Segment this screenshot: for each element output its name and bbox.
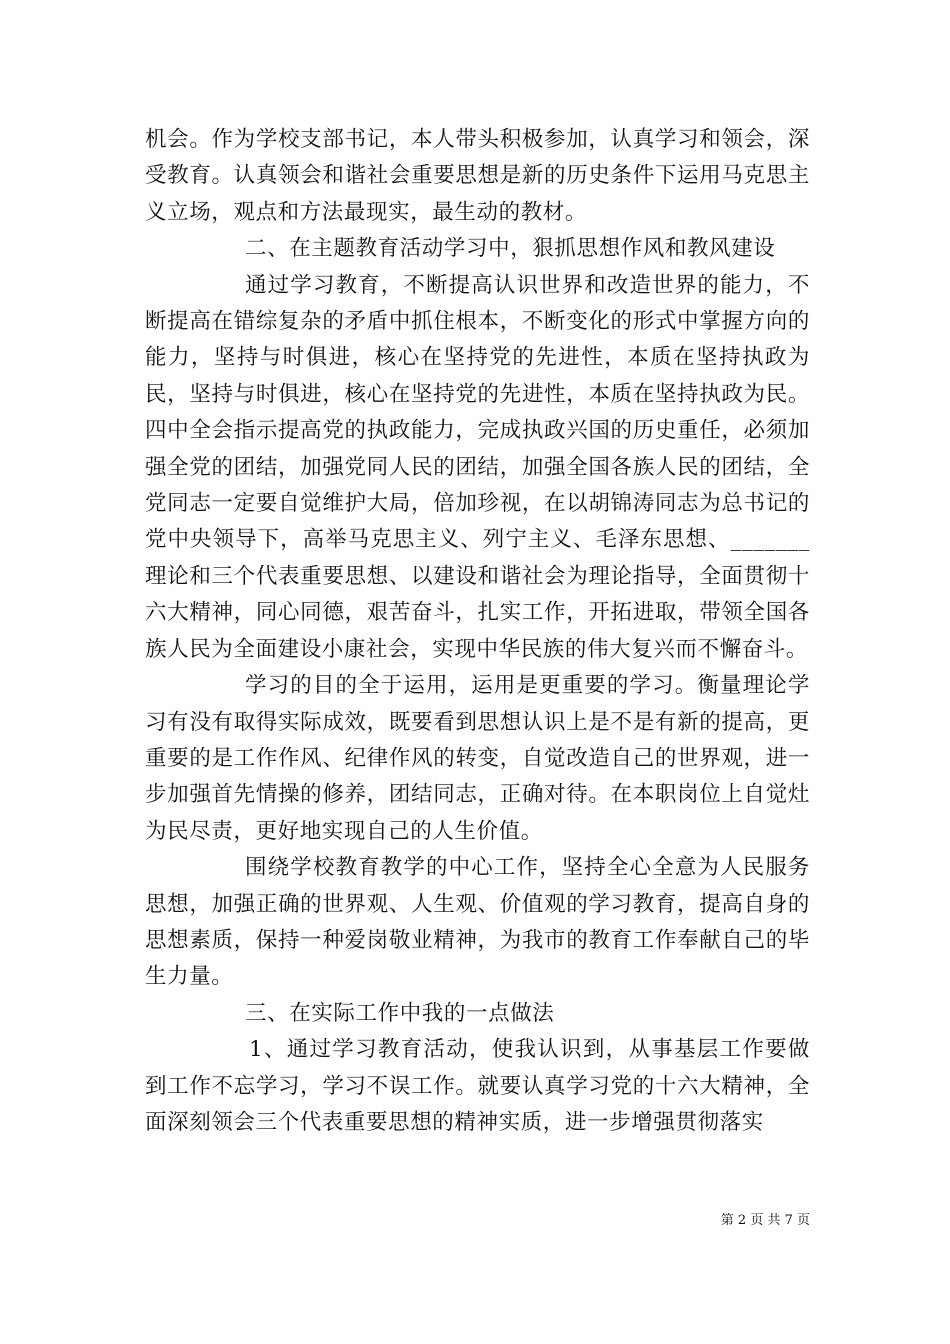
paragraph-item-1: 1、通过学习教育活动，使我认识到，从事基层工作要做到工作不忘学习，学习不误工作。就要认真学习党的十六大精神，全面深刻领会三个代表重要思想的精神实质，进一步增强贯彻落实 [145, 1037, 810, 1135]
section-heading-3: 三、在实际工作中我的一点做法 [245, 1000, 555, 1026]
paragraph: 通过学习教育，不断提高认识世界和改造世界的能力，不断提高在错综复杂的矛盾中抓住根本，不断变化的形式中掌握方向的能力，坚持与时俱进，核心在坚持党的先进性，本质在坚持执政为民，坚持与时俱进，核心在坚持党的先进性，本质在坚持执政为民。四中全会指示提高党的执政能力，完成执政兴国的历史重任，必须加强全党的团结，加强党同人民的团结，加强全国各族人民的团结，全党同志一定要自觉维护大局，倍加珍视，在以胡锦涛同志为总书记的党中央领导下，高举马克思主义、列宁主义、毛泽东思想、_______理论和三个代表重要思想、以建设和谐社会为理论指导，全面贯彻十六大精神，同心同德，艰苦奋斗，扎实工作，开拓进取，带领全国各族人民为全面建设小康社会，实现中华民族的伟大复兴而不懈奋斗。 [145, 272, 810, 662]
page-number-footer: 第 2 页 共 7 页 [720, 1213, 810, 1228]
paragraph-continuation: 机会。作为学校支部书记，本人带头积极参加，认真学习和领会，深受教育。认真领会和谐社会重要思想是新的历史条件下运用马克思主义立场，观点和方法最现实，最生动的教材。 [145, 127, 810, 225]
section-heading-2: 二、在主题教育活动学习中，狠抓思想作风和教风建设 [245, 236, 776, 262]
paragraph: 围绕学校教育教学的中心工作，坚持全心全意为人民服务思想，加强正确的世界观、人生观、价值观的学习教育，提高自身的思想素质，保持一种爱岗敬业精神，为我市的教育工作奉献自己的毕生力量。 [145, 855, 810, 990]
paragraph: 学习的目的全于运用，运用是更重要的学习。衡量理论学习有没有取得实际成效，既要看到思想认识上是不是有新的提高，更重要的是工作作风、纪律作风的转变，自觉改造自己的世界观，进一步加强首先情操的修养，团结同志，正确对待。在本职岗位上自觉灶为民尽责，更好地实现自己的人生价值。 [145, 673, 810, 844]
document-body [145, 122, 810, 1141]
